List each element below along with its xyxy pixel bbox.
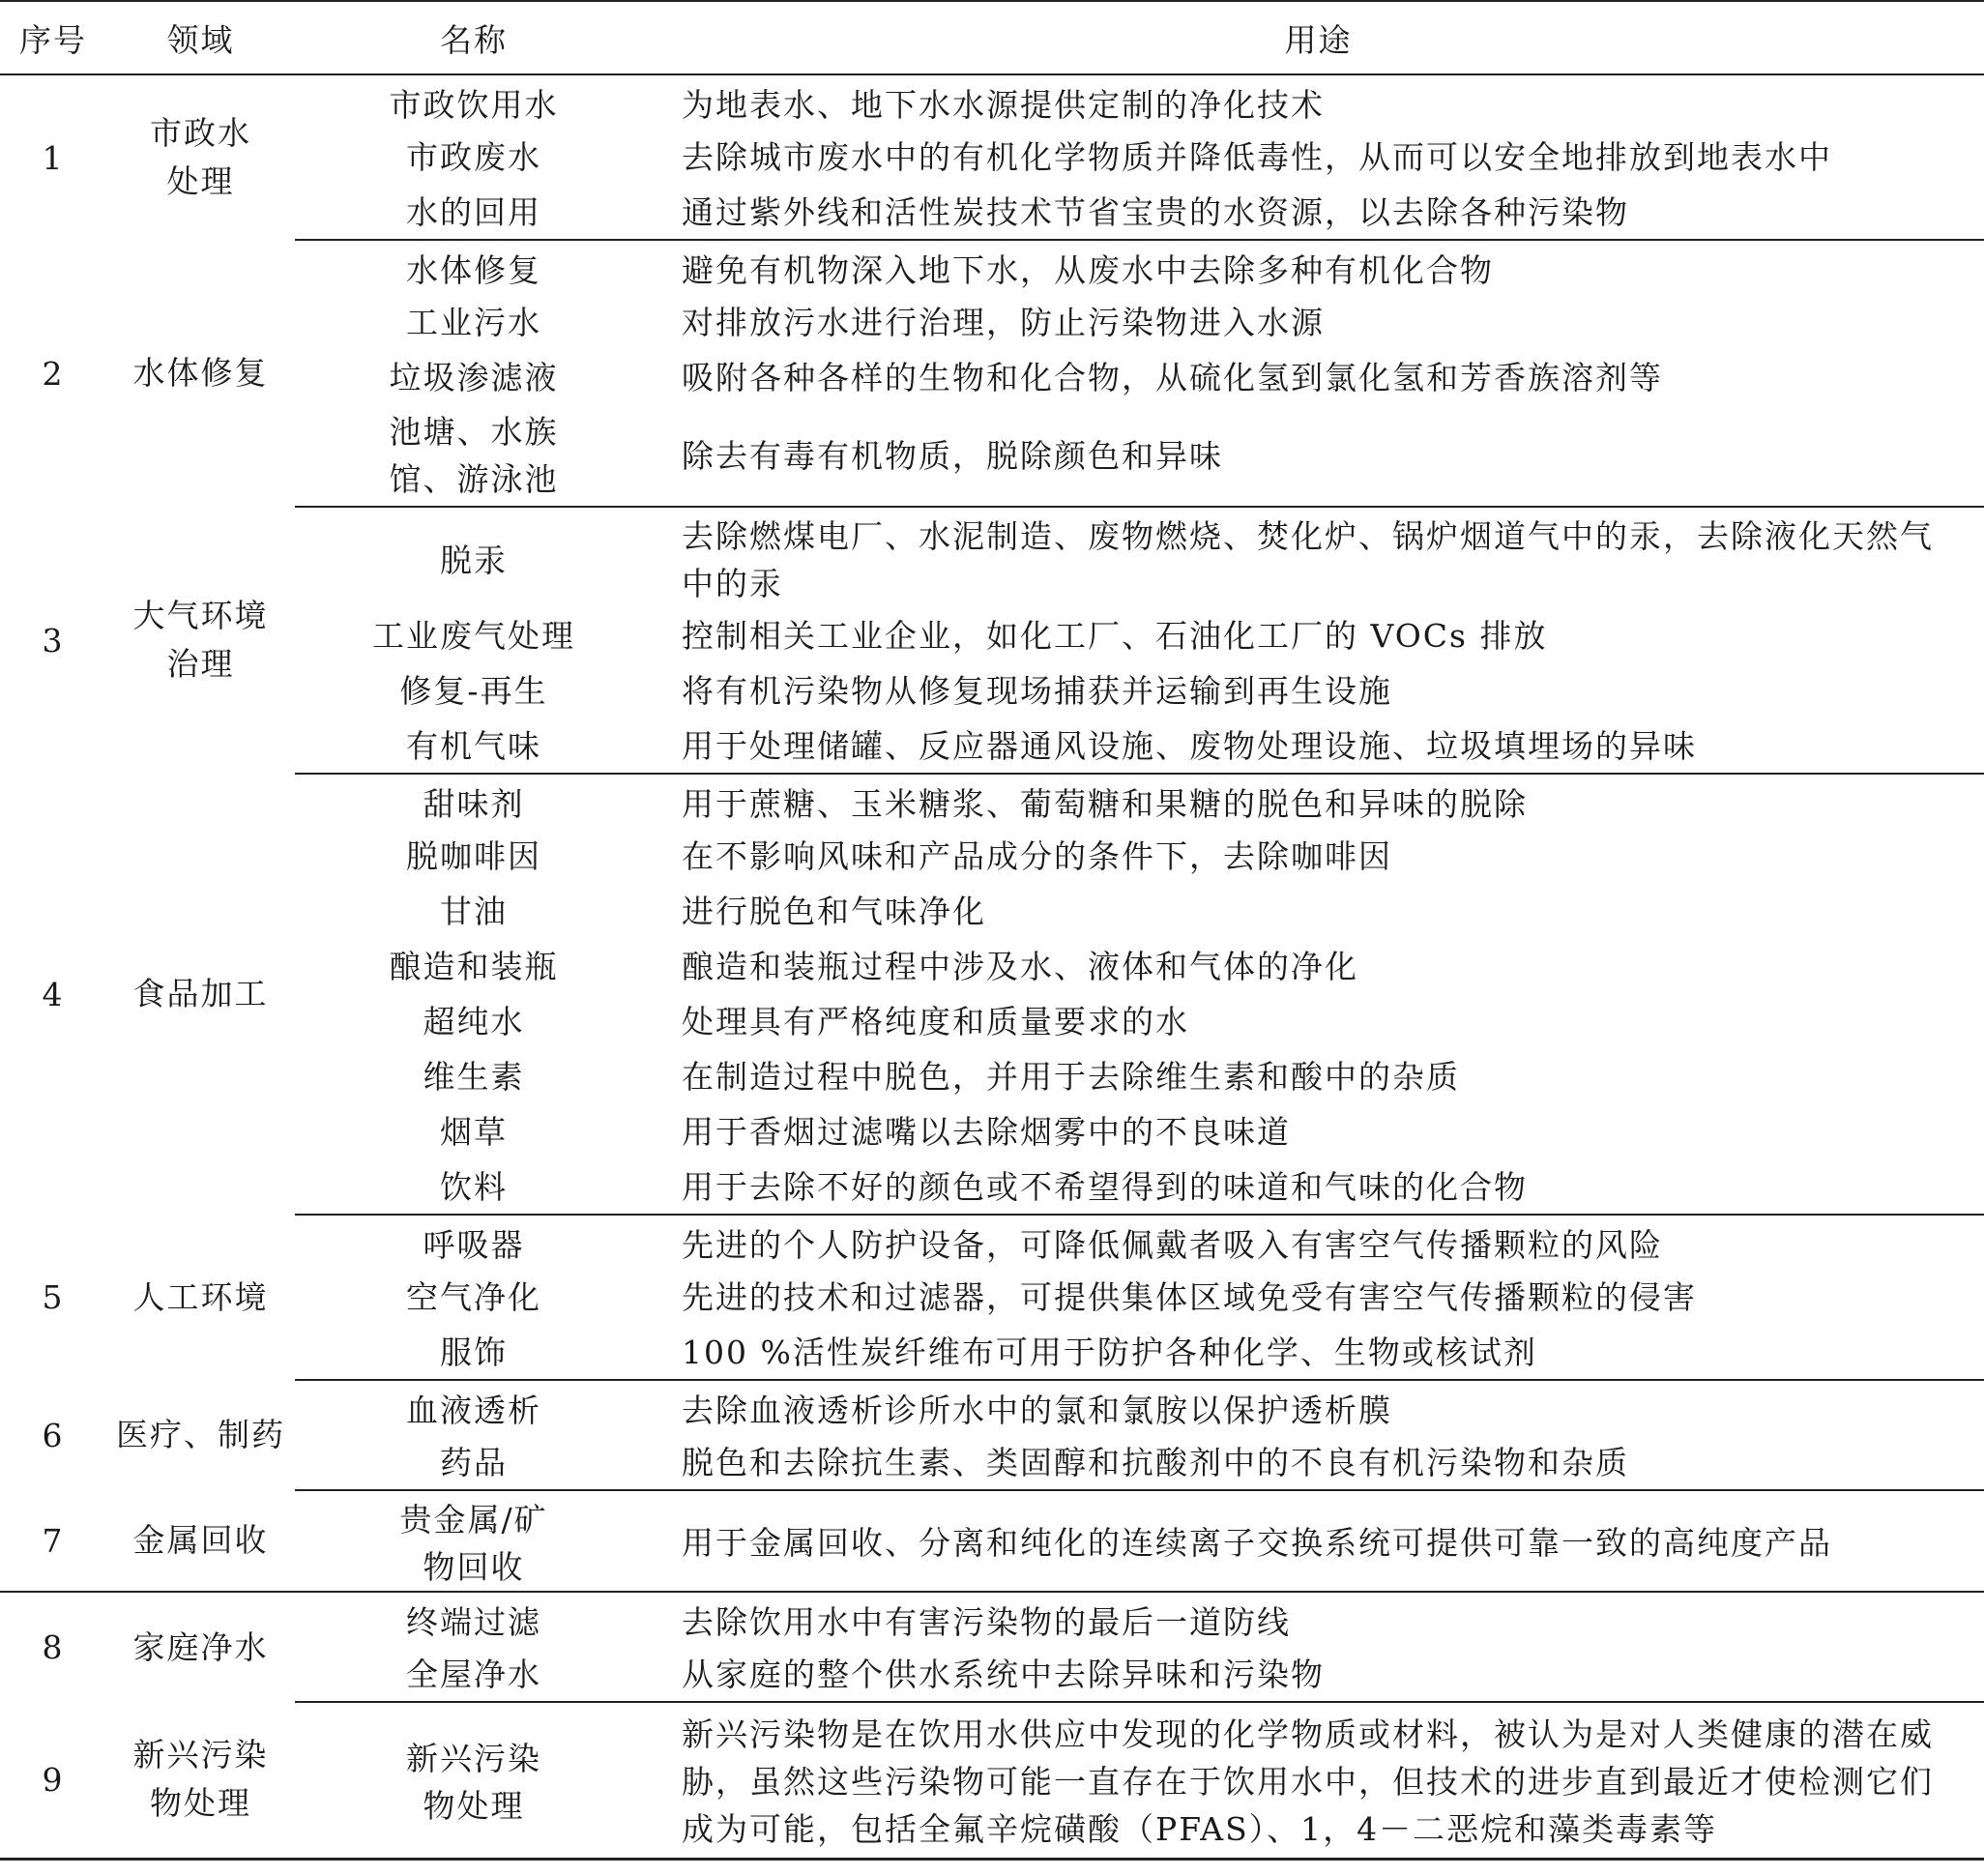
name-cell: 市政废水 <box>406 138 541 176</box>
domain-cell: 水体修复 <box>132 354 269 392</box>
row-number: 8 <box>42 1628 65 1666</box>
name-cell: 甜味剂 <box>423 784 525 823</box>
table-row <box>0 829 1984 884</box>
table-row <box>0 507 1984 608</box>
use-cell: 用于金属回收、分离和纯化的连续离子交换系统可提供可靠一致的高纯度产品 <box>653 1490 1984 1592</box>
name-cell: 酿造和装瓶 <box>389 948 559 985</box>
table-body <box>0 74 1984 1859</box>
table-row <box>0 939 1984 994</box>
name-cell: 甘油 <box>440 893 508 930</box>
use-cell: 先进的个人防护设备，可降低佩戴者吸入有害空气传播颗粒的风险 <box>682 1225 1663 1264</box>
table-row <box>0 1702 1984 1859</box>
use-cell: 在不影响风味和产品成分的条件下，去除咖啡因 <box>682 837 1392 875</box>
use-cell: 将有机污染物从修复现场捕获并运输到再生设施 <box>682 672 1392 710</box>
table-row <box>0 608 1984 663</box>
use-cell: 用于去除不好的颜色或不希望得到的味道和气味的化合物 <box>653 1159 1984 1215</box>
header-name: 名称 <box>295 1 653 74</box>
row-number: 4 <box>42 975 65 1013</box>
name-cell: 新兴污染 物处理 <box>295 1702 653 1859</box>
row-number: 2 <box>42 354 65 393</box>
table-row <box>0 74 1984 130</box>
table-row <box>0 884 1984 939</box>
domain-cell: 人工环境 <box>132 1277 269 1316</box>
row-number: 5 <box>42 1278 65 1316</box>
table-header-row <box>0 1 1984 74</box>
name-cell: 维生素 <box>423 1058 525 1096</box>
name-cell: 全屋净水 <box>295 1647 653 1702</box>
row-number: 9 <box>0 1702 106 1859</box>
table-row <box>0 1592 1984 1647</box>
name-cell: 饮料 <box>295 1159 653 1215</box>
table-row <box>0 1647 1984 1702</box>
domain-cell: 医疗、制药 <box>116 1416 285 1453</box>
table-row <box>0 240 1984 295</box>
name-cell: 有机气味 <box>295 718 653 774</box>
domain-cell: 大气环境 治理 <box>132 597 269 683</box>
use-cell: 处理具有严格纯度和质量要求的水 <box>682 1003 1189 1041</box>
header-use: 用途 <box>653 1 1984 74</box>
name-cell: 呼吸器 <box>423 1225 525 1264</box>
name-cell: 空气净化 <box>406 1278 541 1316</box>
table-row <box>0 1490 1984 1592</box>
name-cell: 水体修复 <box>406 250 541 289</box>
use-cell: 为地表水、地下水水源提供定制的净化技术 <box>682 85 1325 124</box>
name-cell: 贵金属/矿 物回收 <box>295 1490 653 1592</box>
name-cell: 脱汞 <box>440 541 508 579</box>
table-row <box>0 1049 1984 1104</box>
table-row <box>0 1380 1984 1435</box>
use-cell: 去除城市废水中的有机化学物质并降低毒性，从而可以安全地排放到地表水中 <box>682 138 1832 176</box>
table-row <box>0 994 1984 1049</box>
name-cell: 药品 <box>295 1435 653 1490</box>
domain-cell: 食品加工 <box>132 975 269 1012</box>
domain-cell: 新兴污染 物处理 <box>106 1702 295 1859</box>
table-row <box>0 1270 1984 1325</box>
table-row <box>0 350 1984 405</box>
row-number: 3 <box>42 621 65 660</box>
use-cell: 去除血液透析诊所水中的氯和氯胺以保护透析膜 <box>682 1391 1392 1429</box>
name-cell: 水的回用 <box>295 185 653 240</box>
table-row <box>0 1159 1984 1215</box>
use-cell: 通过紫外线和活性炭技术节省宝贵的水资源，以去除各种污染物 <box>653 185 1984 240</box>
use-cell: 吸附各种各样的生物和化合物，从硫化氢到氯化氢和芳香族溶剂等 <box>682 359 1663 396</box>
name-cell: 工业污水 <box>406 304 541 341</box>
name-cell: 工业废气处理 <box>372 617 575 655</box>
name-cell: 超纯水 <box>423 1003 525 1041</box>
row-number: 7 <box>0 1490 106 1592</box>
use-cell: 避免有机物深入地下水，从废水中去除多种有机化合物 <box>682 250 1494 289</box>
use-cell: 从家庭的整个供水系统中去除异味和污染物 <box>653 1647 1984 1702</box>
table-row <box>0 185 1984 240</box>
name-cell: 修复-再生 <box>399 672 548 710</box>
table-row <box>0 774 1984 829</box>
name-cell: 烟草 <box>440 1113 508 1151</box>
use-cell: 100 %活性炭纤维布可用于防护各种化学、生物或核试剂 <box>653 1325 1984 1380</box>
use-cell: 对排放污水进行治理，防止污染物进入水源 <box>682 304 1325 341</box>
use-cell: 进行脱色和气味净化 <box>682 893 986 930</box>
use-cell: 用于香烟过滤嘴以去除烟雾中的不良味道 <box>682 1113 1291 1151</box>
row-number: 6 <box>42 1416 65 1454</box>
use-cell: 用于蔗糖、玉米糖浆、葡萄糖和果糖的脱色和异味的脱除 <box>682 784 1528 823</box>
name-cell: 池塘、水族 馆、游泳池 <box>295 405 653 507</box>
domain-cell: 金属回收 <box>106 1490 295 1592</box>
use-cell: 脱色和去除抗生素、类固醇和抗酸剂中的不良有机污染物和杂质 <box>653 1435 1984 1490</box>
header-domain: 领域 <box>106 1 295 74</box>
use-cell: 酿造和装瓶过程中涉及水、液体和气体的净化 <box>682 948 1358 985</box>
row-number: 1 <box>42 138 65 177</box>
name-cell: 垃圾渗滤液 <box>389 359 559 396</box>
use-cell: 去除燃煤电厂、水泥制造、废物燃烧、焚化炉、锅炉烟道气中的汞，去除液化天然气中的汞 <box>682 517 1934 602</box>
use-cell: 去除饮用水中有害污染物的最后一道防线 <box>682 1602 1291 1641</box>
name-cell: 终端过滤 <box>406 1602 541 1641</box>
table-row <box>0 405 1984 507</box>
table-row <box>0 1325 1984 1380</box>
use-cell: 新兴污染物是在饮用水供应中发现的化学物质或材料，被认为是对人类健康的潜在威胁，虽然这些污染物可能一直存在于饮用水中，但技术的进步直到最近才使检测它们成为可能，包括全氟辛烷磺酸（PFAS）、1，4－二恶烷和藻类毒素等 <box>653 1702 1984 1859</box>
table-row <box>0 295 1984 350</box>
table-row <box>0 1435 1984 1490</box>
table-row <box>0 1104 1984 1159</box>
use-cell: 用于处理储罐、反应器通风设施、废物处理设施、垃圾填埋场的异味 <box>653 718 1984 774</box>
domain-cell: 家庭净水 <box>132 1627 269 1666</box>
use-cell: 先进的技术和过滤器，可提供集体区域免受有害空气传播颗粒的侵害 <box>682 1278 1697 1316</box>
name-cell: 血液透析 <box>406 1391 541 1429</box>
use-cell: 在制造过程中脱色，并用于去除维生素和酸中的杂质 <box>682 1058 1460 1096</box>
header-no: 序号 <box>0 1 106 74</box>
table-row <box>0 663 1984 718</box>
name-cell: 脱咖啡因 <box>406 837 541 875</box>
use-cell: 除去有毒有机物质，脱除颜色和异味 <box>653 405 1984 507</box>
table-row <box>0 130 1984 185</box>
name-cell: 市政饮用水 <box>389 85 559 124</box>
domain-cell: 市政水 处理 <box>150 114 251 200</box>
name-cell: 服饰 <box>295 1325 653 1380</box>
table-row <box>0 718 1984 774</box>
use-cell: 控制相关工业企业，如化工厂、石油化工厂的 VOCs 排放 <box>682 617 1548 655</box>
table-row <box>0 1215 1984 1270</box>
